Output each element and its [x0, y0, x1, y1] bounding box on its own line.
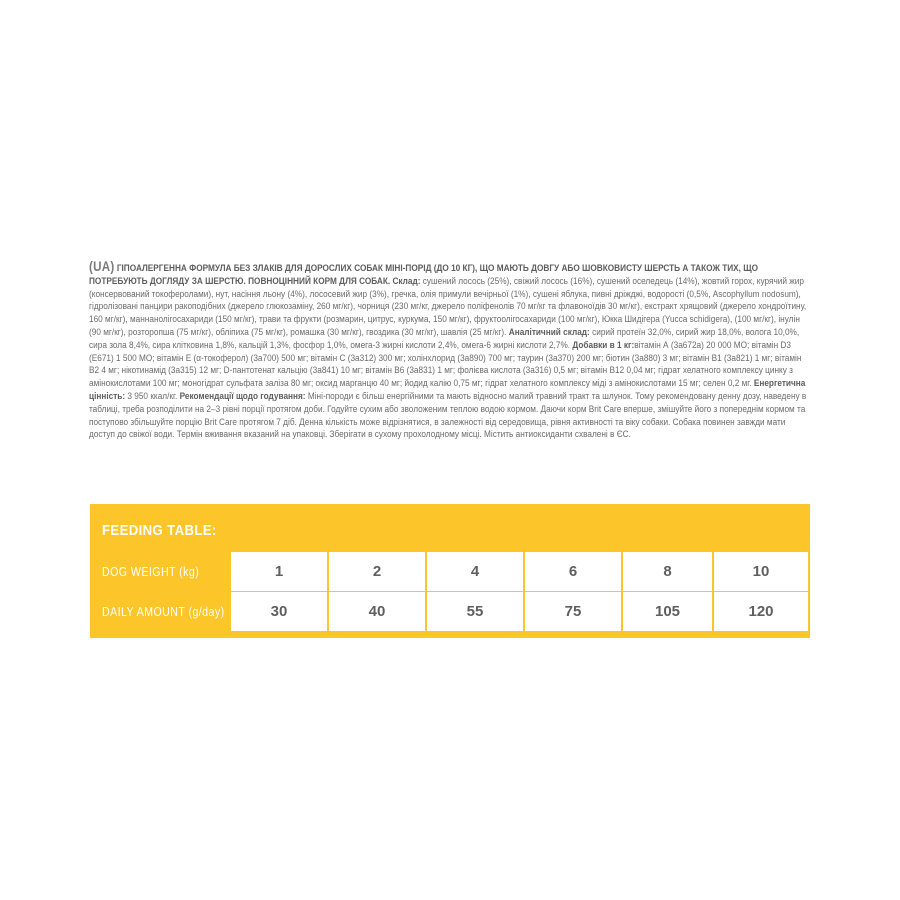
weight-cell: 4 — [427, 552, 523, 591]
composition-text: сушений лосось (25%), свіжий лосось (16%), сушений оселедець (14%), жовтий горох, курячий жир (консервований токоферолами), нут, насіння льону (4%), лососевий жир (3%), гречка, олія примули вечірньої (1%), сушені яблука, пивні дріжджі, водорості (0,5%, Ascophyllum nodosum), гідролізовані панцири ракоподібних (джерело глюкозаміну, 260 мг/кг), чорниця (230 мг/кг, джерело поліфенолів 70 мг/кг та флавоноїдів 30 мг/кг), екстракт хрящовий (джерело хондроїтину, 160 мг/кг), маннанолігосахариди (150 мг/кг), трави та фрукти (розмарин, цитрус, куркума, 150 мг/кг), фруктоолігосахариди (100 мг/кг), Юкка Шидігера (Yucca schidigera), (100 мг/кг), інулін (90 мг/кг), розторопша (75 мг/кг), обліпиха (75 мг/кг), ромашка (30 мг/кг), гвоздика (30 мг/кг), шавлія (25 мг/кг). — [89, 275, 807, 338]
energy-text: 3 950 ккал/кг. — [127, 390, 178, 402]
label-text-block — [89, 261, 811, 442]
feeding-table-title: FEEDING TABLE: — [102, 522, 217, 539]
amount-cell: 120 — [714, 592, 808, 631]
amount-cell: 55 — [427, 592, 523, 631]
product-title: ГІПОАЛЕРГЕННА ФОРМУЛА БЕЗ ЗЛАКІВ ДЛЯ ДОРОСЛИХ СОБАК МІНІ-ПОРІД (ДО 10 КГ), ЩО МАЮТЬ ДОВГУ АБО ШОВКОВИСТУ ШЕРСТЬ А ТАКОЖ ТИХ, ЩО ПОТРЕБУЮТЬ ДОГЛЯДУ ЗА ШЕРСТЮ. ПОВНОЦІННИЙ КОРМ ДЛЯ СОБАК. — [89, 263, 759, 287]
weight-cell: 8 — [623, 552, 712, 591]
feeding-text: Міні-породи є більш енергійними та мають відносно малий травний тракт та шлунок. Тому рекомендовану денну дозу, наведену в таблиці, треба розподілити на 2–3 рівні порції протягом доби. Годуйте сухим або зволоженим теплою водою кормом. Даючи корм Brit Care вперше, змішуйте його з попереднім кормом та поступово збільшуйте порцію Brit Care протягом 7 діб. Денна кількість може відрізнятися, в залежності від середовища, рівня активності та віку собаки. Собака повинен завжди мати доступ до свіжої води. Термін вживання вказаний на упаковці. Зберігати в сухому прохолодному місці. Містить антиоксиданти схвалені в ЄС. — [89, 390, 807, 441]
analytical-label: Аналітичний склад: — [508, 326, 590, 338]
additives-text: вітамін А (3a672a) 20 000 МО; вітамін D3 (E671) 1 500 МО; вітамін Е (α-токоферол) (3a700) 500 мг; вітамін С (3a312) 300 мг; холінхлорид (3a890) 700 мг; таурин (3a370) 200 мг; біотин (3a880) 3 мг; вітамін В1 (3a821) 1 мг; вітамін В2 4 мг; нікотинамід (3a315) 12 мг; D-пантотенат кальцію (3a841) 10 мг; вітамін В6 (3a831) 1 мг; фолієва кислота (3a316) 0,5 мг; вітамін В12 0,04 мг; гідрат хелатного комплексу цинку з амінокислотами 100 мг; моногідрат сульфата заліза 80 мг; оксид марганцю 40 мг; йодид калію 0,75 мг; гідрат хелатного комплексу міді з амінокислотами 15 мг; селен 0,2 мг. — [89, 339, 802, 390]
analytical-text: сирий протеїн 32,0%, сирий жир 18,0%, волога 10,0%, сира зола 8,4%, сира клітковина 1,8%, кальцій 1,3%, фосфор 1,0%, омега-3 жирні кислоти 2,4%, омега-6 жирні кислоти 2,7%. — [89, 326, 800, 351]
weight-row — [90, 552, 810, 591]
feeding-label: Рекомендації щодо годування: — [179, 390, 306, 402]
amount-cell: 75 — [525, 592, 621, 631]
amount-cell: 40 — [329, 592, 425, 631]
composition-label: Склад: — [392, 275, 421, 287]
weight-row-label: DOG WEIGHT (kg) — [102, 564, 200, 579]
weight-cell: 10 — [714, 552, 808, 591]
energy-label: Енергетична цінність: — [89, 378, 806, 402]
amount-cell: 30 — [231, 592, 327, 631]
amount-row — [90, 592, 810, 631]
language-code: (UA) — [89, 259, 115, 274]
weight-cell: 6 — [525, 552, 621, 591]
weight-cell: 1 — [231, 552, 327, 591]
amount-cell: 105 — [623, 592, 712, 631]
weight-cell: 2 — [329, 552, 425, 591]
additives-label: Добавки в 1 кг: — [572, 339, 635, 351]
amount-row-label: DAILY AMOUNT (g/day) — [102, 604, 225, 619]
